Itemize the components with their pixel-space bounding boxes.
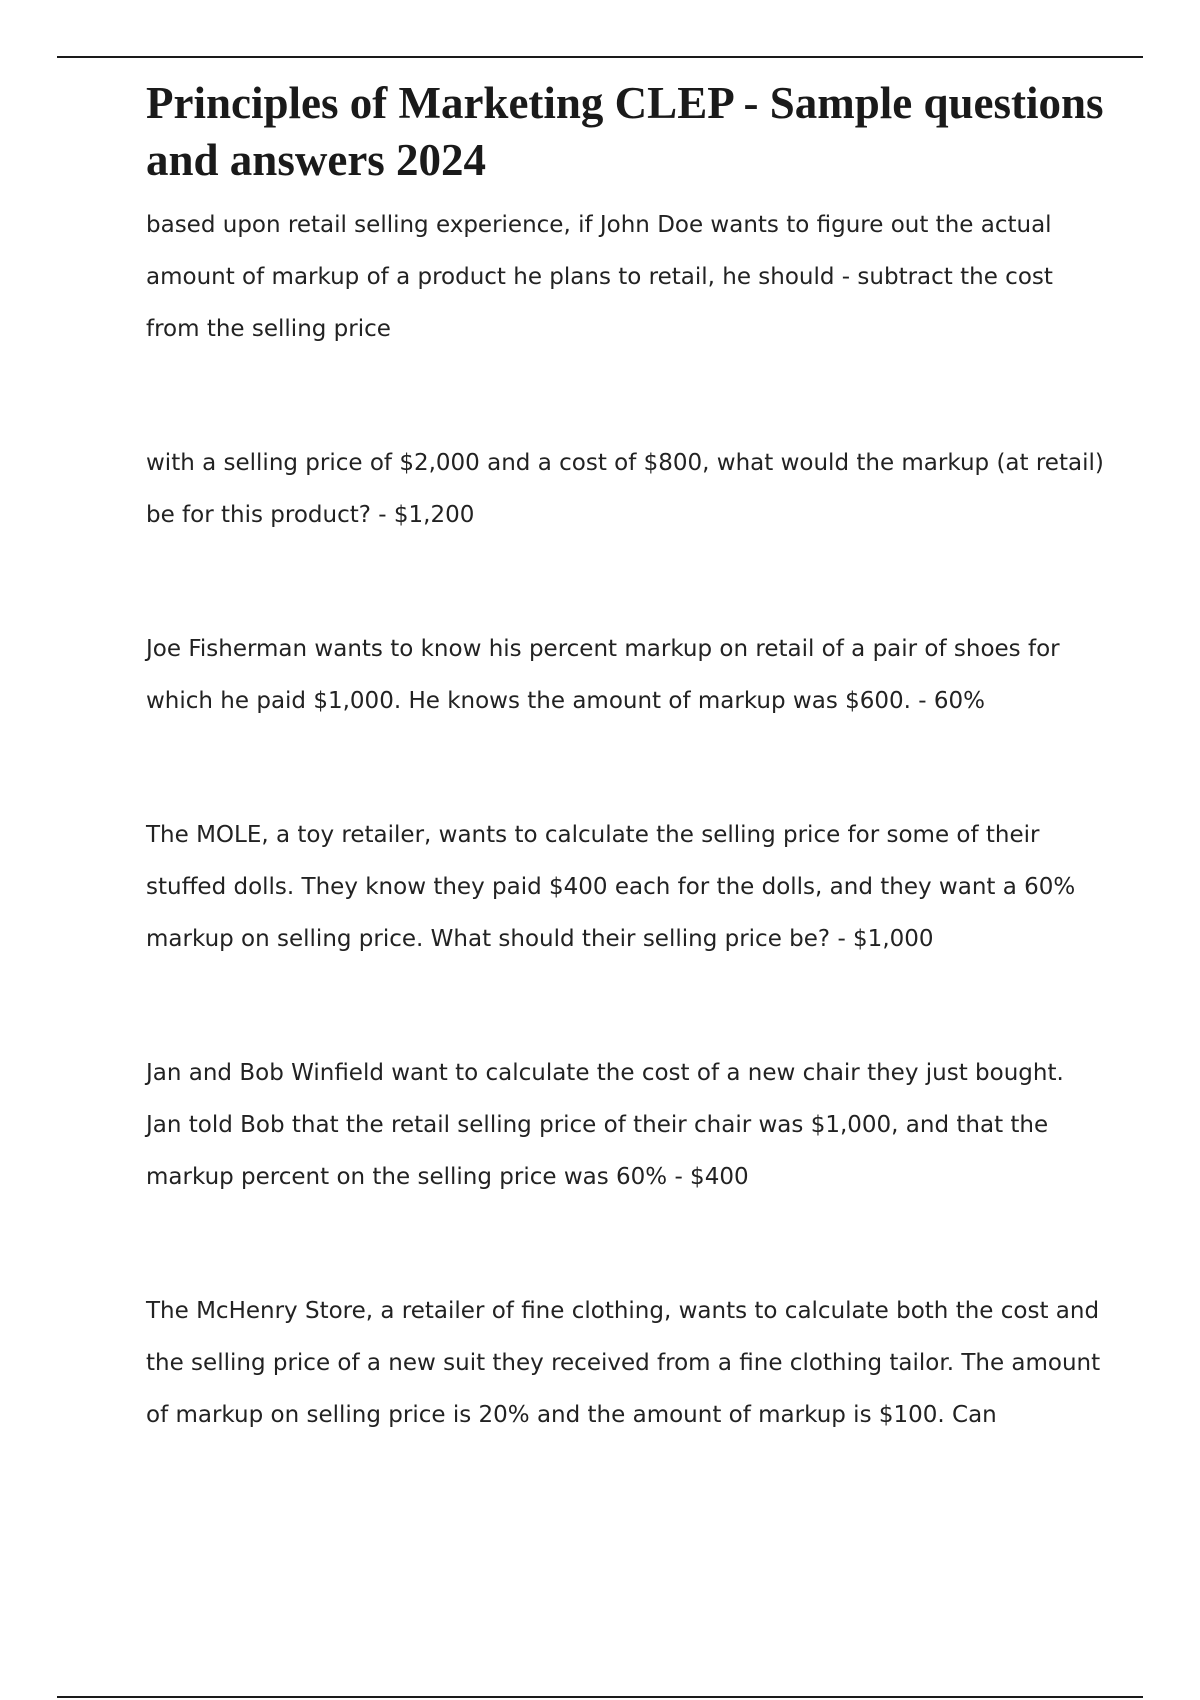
qa-item-3: Joe Fisherman wants to know his percent markup on retail of a pair of shoes for which he paid $1,000. He knows the amount of markup was $600. - 60% xyxy=(146,636,1060,714)
qa-item-1: based upon retail selling experience, if John Doe wants to figure out the actual amount of markup of a product he plans to retail, he should - subtract the cost from the selling price xyxy=(146,212,1053,342)
qa-item-4: The MOLE, a toy retailer, wants to calculate the selling price for some of their stuffed dolls. They know they paid $400 each for the dolls, and they want a 60% markup on selling price. What should their selling price be? - $1,000 xyxy=(146,822,1076,952)
qa-item-2: with a selling price of $2,000 and a cost of $800, what would the markup (at retail) be for this product? - $1,200 xyxy=(146,450,1104,528)
qa-list xyxy=(146,199,1106,1441)
bottom-divider xyxy=(57,1696,1143,1698)
top-divider xyxy=(57,56,1143,58)
document-title: Principles of Marketing CLEP - Sample questions and answers 2024 xyxy=(146,78,1104,185)
qa-item-6: The McHenry Store, a retailer of fine clothing, wants to calculate both the cost and the selling price of a new suit they received from a fine clothing tailor. The amount of markup on selling price is 20% and the amount of markup is $100. Can xyxy=(146,1298,1101,1428)
qa-item-5: Jan and Bob Winfield want to calculate the cost of a new chair they just bought. Jan told Bob that the retail selling price of their chair was $1,000, and that the markup percent on the selling price was 60% - $400 xyxy=(146,1060,1064,1190)
document-page xyxy=(146,75,1106,1441)
